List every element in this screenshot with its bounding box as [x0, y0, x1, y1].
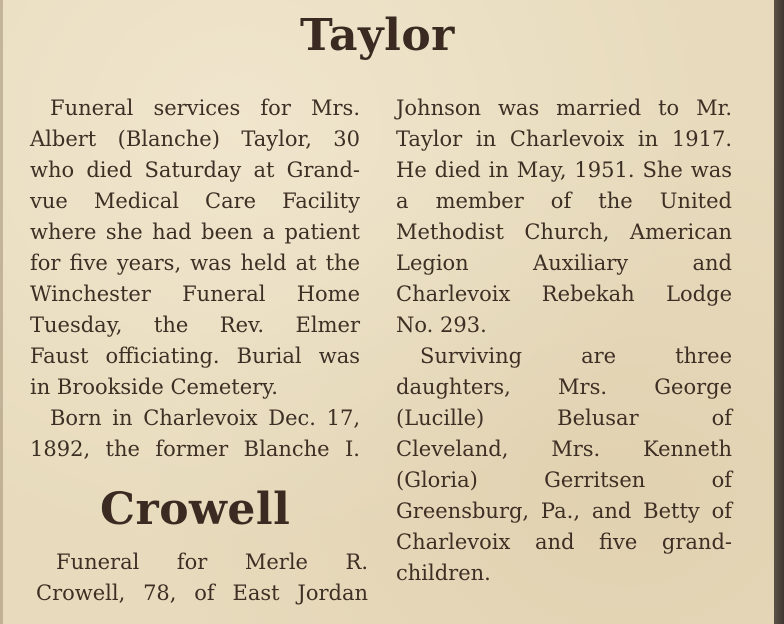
text-line: (Lucille) Belusar of — [396, 406, 732, 430]
text-line: Methodist Church, American — [396, 220, 732, 244]
text-line: Born in Charlevoix Dec. 17, — [50, 406, 360, 430]
text-line: Johnson was married to Mr. — [396, 96, 732, 120]
text-line: Legion Auxiliary and — [396, 251, 732, 275]
text-line: He died in May, 1951. She was — [396, 158, 732, 182]
text-line: Funeral for Merle R. — [56, 550, 368, 574]
text-line: Winchester Funeral Home — [30, 282, 360, 306]
taylor-column-right — [396, 93, 732, 589]
text-line: Albert (Blanche) Taylor, 30 — [30, 127, 360, 151]
text-line: 1892, the former Blanche I. — [30, 437, 360, 461]
text-line: children. — [396, 561, 491, 585]
text-line: in Brookside Cemetery. — [30, 375, 278, 399]
text-line: (Gloria) Gerritsen of — [396, 468, 732, 492]
text-line: daughters, Mrs. George — [396, 375, 732, 399]
obituary-heading-taylor: Taylor — [300, 10, 455, 61]
text-line: Greensburg, Pa., and Betty of — [396, 499, 732, 523]
text-line: Charlevoix and five grand- — [396, 530, 732, 554]
text-line: Funeral services for Mrs. — [50, 96, 360, 120]
text-line: Tuesday, the Rev. Elmer — [30, 313, 360, 337]
page-edge — [774, 0, 784, 624]
text-line: No. 293. — [396, 313, 487, 337]
text-line: Faust officiating. Burial was — [30, 344, 360, 368]
text-line: who died Saturday at Grand- — [30, 158, 360, 182]
taylor-column-left — [30, 93, 360, 465]
crowell-column — [36, 547, 368, 609]
text-line: for five years, was held at the — [30, 251, 360, 275]
text-line: Surviving are three — [420, 344, 732, 368]
text-line: where she had been a patient — [30, 220, 360, 244]
text-line: vue Medical Care Facility — [30, 189, 360, 213]
obituary-heading-crowell: Crowell — [100, 484, 291, 535]
column-rule — [0, 0, 3, 624]
text-line: Crowell, 78, of East Jordan — [36, 581, 368, 605]
text-line: Cleveland, Mrs. Kenneth — [396, 437, 732, 461]
text-line: a member of the United — [396, 189, 732, 213]
text-line: Charlevoix Rebekah Lodge — [396, 282, 732, 306]
text-line: Taylor in Charlevoix in 1917. — [396, 127, 732, 151]
